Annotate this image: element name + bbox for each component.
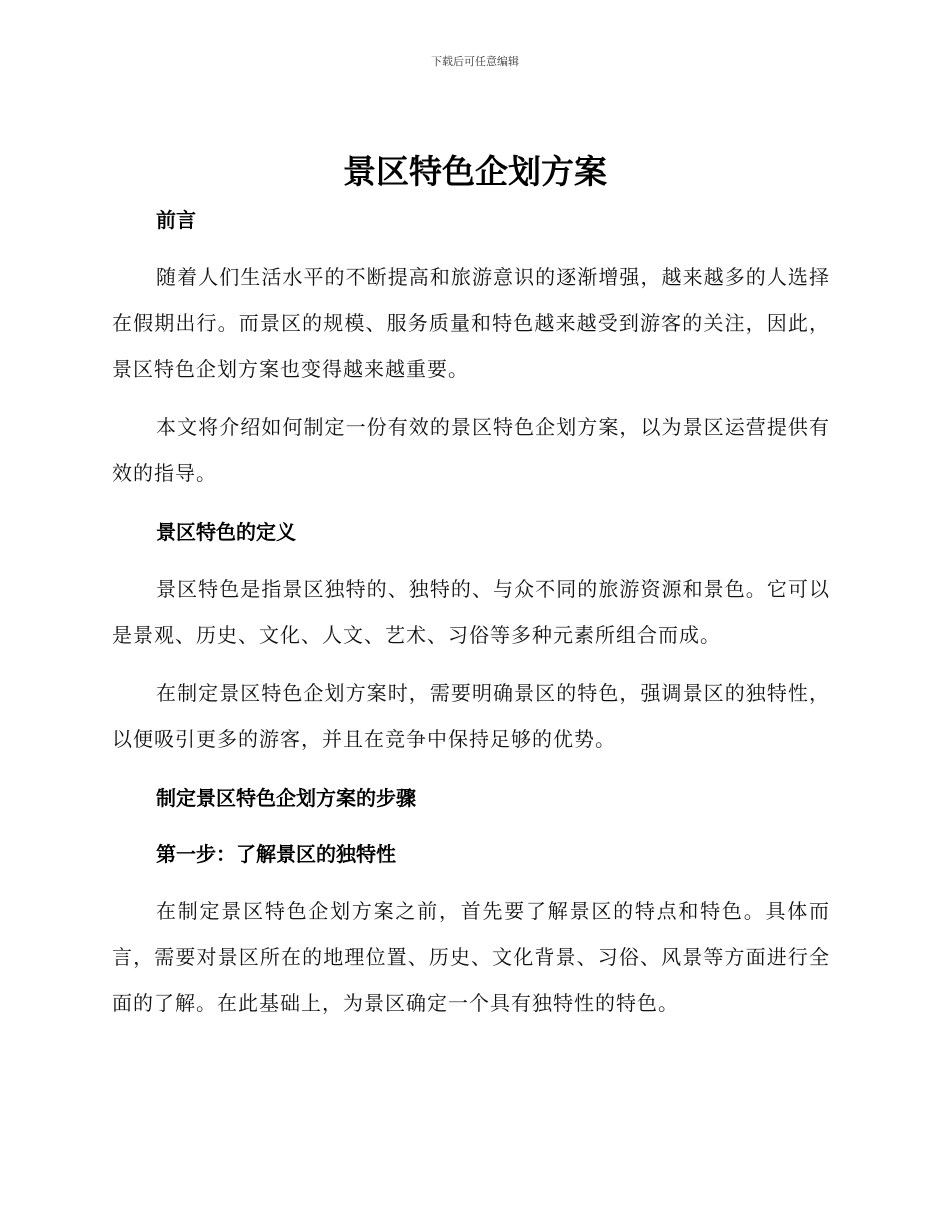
paragraph: 在制定景区特色企划方案之前，首先要了解景区的特点和特色。具体而言，需要对景区所在的地理位置、历史、文化背景、习俗、风景等方面进行全面的了解。在此基础上，为景区确定一个具有独特性的特色。 [112,899,830,1015]
page-header-note: 下载后可任意编辑 [431,55,519,68]
paragraph: 随着人们生活水平的不断提高和旅游意识的逐渐增强，越来越多的人选择在假期出行。而景区的规模、服务质量和特色越来越受到游客的关注，因此，景区特色企划方案也变得越来越重要。 [112,265,830,381]
document-title: 景区特色企划方案 [343,152,607,191]
paragraph: 在制定景区特色企划方案时，需要明确景区的特色，强调景区的独特性，以便吸引更多的游客，并且在竞争中保持足够的优势。 [112,681,830,751]
paragraph: 景区特色是指景区独特的、独特的、与众不同的旅游资源和景色。它可以是景观、历史、文化、人文、艺术、习俗等多种元素所组合而成。 [112,577,830,647]
document-body [112,200,830,1026]
section-heading-definition: 景区特色的定义 [156,520,296,544]
section-heading-steps: 制定景区特色企划方案的步骤 [156,786,416,810]
paragraph: 本文将介绍如何制定一份有效的景区特色企划方案，以为景区运营提供有效的指导。 [112,415,830,485]
section-heading-step-one: 第一步：了解景区的独特性 [156,842,396,866]
section-heading-preface: 前言 [156,208,196,232]
